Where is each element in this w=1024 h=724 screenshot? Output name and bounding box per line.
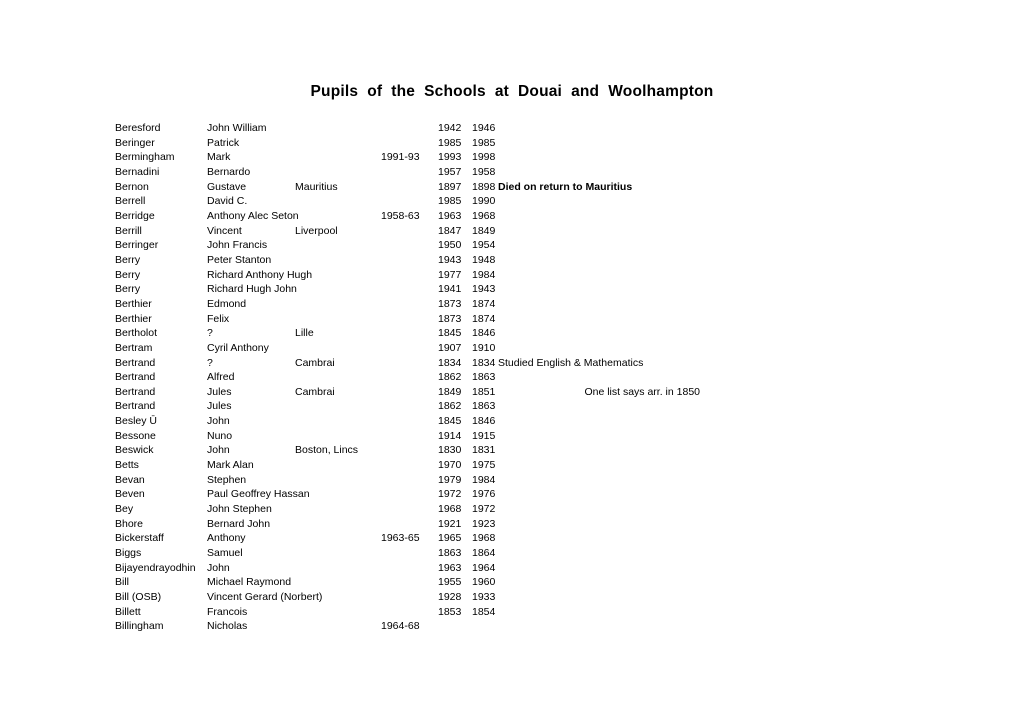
- cell-surname: Berry: [115, 253, 141, 266]
- table-row: [0, 517, 1024, 532]
- cell-year-from: 1965: [438, 532, 462, 545]
- cell-forename: David C.: [207, 195, 248, 208]
- cell-forename: John: [207, 415, 230, 428]
- cell-year-to: 1998: [472, 151, 496, 164]
- cell-year-to: 1984: [472, 473, 496, 486]
- table-row: [0, 619, 1024, 634]
- table-row: [0, 224, 1024, 239]
- cell-place: Cambrai: [295, 385, 335, 398]
- cell-forename: John: [207, 444, 230, 457]
- pupils-table: [0, 121, 1024, 634]
- table-row: [0, 575, 1024, 590]
- cell-surname: Bertram: [115, 341, 153, 354]
- cell-year-from: 1834: [438, 356, 462, 369]
- cell-note: Died on return to Mauritius: [498, 180, 633, 193]
- cell-year-to: 1834: [472, 356, 496, 369]
- cell-year-range: 1991-93: [381, 151, 420, 164]
- cell-year-to: 1910: [472, 341, 496, 354]
- cell-year-to: 1968: [472, 209, 496, 222]
- table-row: [0, 297, 1024, 312]
- table-row: [0, 531, 1024, 546]
- cell-year-from: 1847: [438, 224, 462, 237]
- cell-forename: Anthony: [207, 532, 246, 545]
- cell-place: Boston, Lincs: [295, 444, 359, 457]
- cell-year-to: 1831: [472, 444, 496, 457]
- cell-forename: ?: [207, 356, 213, 369]
- cell-year-from: 1985: [438, 195, 462, 208]
- cell-year-from: 1862: [438, 400, 462, 413]
- cell-surname: Beswick: [115, 444, 154, 457]
- cell-year-range: 1963-65: [381, 532, 420, 545]
- cell-place: Lille: [295, 327, 314, 340]
- cell-year-from: 1862: [438, 371, 462, 384]
- table-row: [0, 150, 1024, 165]
- cell-note: One list says arr. in 1850: [584, 385, 700, 398]
- table-row: [0, 341, 1024, 356]
- table-row: [0, 429, 1024, 444]
- cell-year-from: 1845: [438, 415, 462, 428]
- cell-surname: Berringer: [115, 239, 159, 252]
- cell-forename: Francois: [207, 605, 248, 618]
- cell-year-from: 1928: [438, 591, 462, 603]
- cell-year-from: 1968: [438, 503, 462, 516]
- cell-year-to: 1898: [472, 180, 496, 193]
- cell-forename: Vincent Gerard (Norbert): [207, 591, 323, 603]
- cell-year-to: 1964: [472, 561, 496, 574]
- table-row: [0, 546, 1024, 561]
- cell-forename: Anthony Alec Seton: [207, 209, 299, 222]
- table-row: [0, 443, 1024, 458]
- cell-year-from: 1972: [438, 488, 462, 501]
- cell-year-from: 1873: [438, 297, 462, 310]
- cell-place: Liverpool: [295, 224, 338, 237]
- cell-year-to: 1854: [472, 605, 496, 618]
- cell-forename: Jules: [207, 385, 232, 398]
- cell-surname: Betts: [115, 459, 139, 472]
- cell-year-from: 1941: [438, 283, 462, 296]
- cell-year-from: 1963: [438, 561, 462, 574]
- table-row: [0, 487, 1024, 502]
- cell-surname: Bertrand: [115, 371, 156, 384]
- cell-surname: Bernon: [115, 180, 149, 193]
- cell-year-to: 1874: [472, 312, 496, 325]
- cell-surname: Bijayendrayodhin: [115, 561, 196, 574]
- cell-year-range: 1958-63: [381, 209, 420, 222]
- table-row: [0, 370, 1024, 385]
- cell-year-from: 1977: [438, 268, 462, 281]
- cell-year-from: 1921: [438, 517, 462, 530]
- cell-year-to: 1958: [472, 165, 496, 178]
- cell-year-to: 1863: [472, 400, 496, 413]
- cell-year-to: 1851: [472, 385, 496, 398]
- cell-year-to: 1915: [472, 429, 496, 442]
- table-row: [0, 473, 1024, 488]
- cell-year-to: 1975: [472, 459, 496, 472]
- table-row: [0, 326, 1024, 341]
- cell-year-to: 1863: [472, 371, 496, 384]
- cell-surname: Berry: [115, 268, 141, 281]
- cell-surname: Beven: [115, 488, 145, 501]
- table-row: [0, 561, 1024, 576]
- cell-surname: Berridge: [115, 209, 155, 222]
- cell-forename: Edmond: [207, 297, 247, 310]
- cell-surname: Berrill: [115, 224, 142, 237]
- table-row: [0, 253, 1024, 268]
- cell-year-from: 1914: [438, 429, 462, 442]
- cell-year-to: 1874: [472, 297, 496, 310]
- cell-forename: Richard Hugh John: [207, 283, 297, 296]
- cell-surname: Bey: [115, 503, 134, 516]
- cell-surname: Besley Ū: [115, 415, 158, 428]
- cell-year-to: 1954: [472, 239, 496, 252]
- cell-place: Mauritius: [295, 180, 338, 193]
- cell-year-to: 1943: [472, 283, 496, 296]
- cell-forename: John Stephen: [207, 503, 272, 516]
- cell-forename: ?: [207, 327, 213, 340]
- table-row: [0, 121, 1024, 136]
- cell-surname: Biggs: [115, 547, 142, 560]
- cell-forename: Stephen: [207, 473, 247, 486]
- cell-surname: Bessone: [115, 429, 156, 442]
- cell-year-to: 1849: [472, 224, 496, 237]
- cell-surname: Berthier: [115, 312, 152, 325]
- cell-year-from: 1942: [438, 122, 462, 134]
- cell-year-range: 1964-68: [381, 620, 420, 633]
- cell-forename: Felix: [207, 312, 230, 325]
- table-row: [0, 590, 1024, 605]
- cell-forename: Bernardo: [207, 165, 251, 178]
- cell-forename: Peter Stanton: [207, 253, 272, 266]
- cell-year-to: 1864: [472, 547, 496, 560]
- table-row: [0, 194, 1024, 209]
- cell-year-from: 1950: [438, 239, 462, 252]
- cell-forename: John: [207, 561, 230, 574]
- table-row: [0, 458, 1024, 473]
- cell-surname: Bhore: [115, 517, 144, 530]
- cell-surname: Bickerstaff: [115, 532, 164, 545]
- cell-year-from: 1955: [438, 576, 462, 589]
- cell-year-to: 1846: [472, 327, 496, 340]
- cell-surname: Billett: [115, 605, 141, 618]
- cell-forename: John Francis: [207, 239, 268, 252]
- cell-year-from: 1907: [438, 341, 462, 354]
- table-row: [0, 268, 1024, 283]
- cell-year-from: 1993: [438, 151, 462, 164]
- table-row: [0, 209, 1024, 224]
- table-row: [0, 385, 1024, 400]
- cell-forename: Bernard John: [207, 517, 271, 530]
- table-row: [0, 356, 1024, 371]
- cell-year-to: 1968: [472, 532, 496, 545]
- table-row: [0, 312, 1024, 327]
- cell-surname: Beringer: [115, 136, 155, 149]
- cell-year-from: 1849: [438, 385, 462, 398]
- cell-surname: Bertrand: [115, 356, 156, 369]
- cell-surname: Bertholot: [115, 327, 158, 340]
- cell-surname: Bernadini: [115, 165, 160, 178]
- cell-forename: Mark Alan: [207, 459, 254, 472]
- cell-year-to: 1976: [472, 488, 496, 501]
- cell-year-from: 1970: [438, 459, 462, 472]
- cell-forename: Jules: [207, 400, 232, 413]
- cell-forename: Nicholas: [207, 620, 248, 633]
- cell-forename: Michael Raymond: [207, 576, 292, 589]
- cell-year-from: 1897: [438, 180, 462, 193]
- cell-year-from: 1985: [438, 136, 462, 149]
- cell-year-from: 1873: [438, 312, 462, 325]
- table-row: [0, 399, 1024, 414]
- cell-surname: Bermingham: [115, 151, 175, 164]
- table-row: [0, 238, 1024, 253]
- cell-forename: Paul Geoffrey Hassan: [207, 488, 310, 501]
- cell-year-from: 1845: [438, 327, 462, 340]
- cell-year-to: 1972: [472, 503, 496, 516]
- table-row: [0, 136, 1024, 151]
- cell-surname: Beresford: [115, 122, 161, 134]
- cell-surname: Berrell: [115, 195, 146, 208]
- cell-year-to: 1990: [472, 195, 496, 208]
- cell-surname: Bertrand: [115, 400, 156, 413]
- cell-surname: Bertrand: [115, 385, 156, 398]
- table-row: [0, 282, 1024, 297]
- cell-surname: Bill (OSB): [115, 591, 162, 603]
- page-title: Pupils of the Schools at Douai and Woolhampton: [310, 83, 714, 100]
- cell-year-to: 1923: [472, 517, 496, 530]
- cell-year-from: 1963: [438, 209, 462, 222]
- cell-place: Cambrai: [295, 356, 335, 369]
- table-row: [0, 414, 1024, 429]
- cell-surname: Bevan: [115, 473, 145, 486]
- cell-year-to: 1933: [472, 591, 496, 603]
- cell-year-from: 1979: [438, 473, 462, 486]
- cell-surname: Berthier: [115, 297, 152, 310]
- cell-year-to: 1946: [472, 122, 496, 134]
- cell-year-from: 1957: [438, 165, 462, 178]
- cell-year-to: 1960: [472, 576, 496, 589]
- table-row: [0, 180, 1024, 195]
- cell-note: Studied English & Mathematics: [498, 356, 644, 369]
- cell-year-from: 1830: [438, 444, 462, 457]
- cell-year-to: 1984: [472, 268, 496, 281]
- cell-year-to: 1948: [472, 253, 496, 266]
- cell-forename: John William: [207, 122, 267, 134]
- cell-forename: Richard Anthony Hugh: [207, 268, 313, 281]
- cell-forename: Mark: [207, 151, 231, 164]
- cell-surname: Bill: [115, 576, 130, 589]
- cell-year-from: 1863: [438, 547, 462, 560]
- cell-surname: Billingham: [115, 620, 164, 633]
- cell-forename: Nuno: [207, 429, 233, 442]
- cell-year-to: 1846: [472, 415, 496, 428]
- table-row: [0, 502, 1024, 517]
- cell-year-from: 1853: [438, 605, 462, 618]
- cell-forename: Cyril Anthony: [207, 341, 269, 354]
- cell-forename: Alfred: [207, 371, 235, 384]
- cell-forename: Patrick: [207, 136, 240, 149]
- cell-surname: Berry: [115, 283, 141, 296]
- table-row: [0, 605, 1024, 620]
- cell-year-from: 1943: [438, 253, 462, 266]
- cell-forename: Gustave: [207, 180, 247, 193]
- cell-forename: Vincent: [207, 224, 242, 237]
- cell-year-to: 1985: [472, 136, 496, 149]
- cell-forename: Samuel: [207, 547, 243, 560]
- table-row: [0, 165, 1024, 180]
